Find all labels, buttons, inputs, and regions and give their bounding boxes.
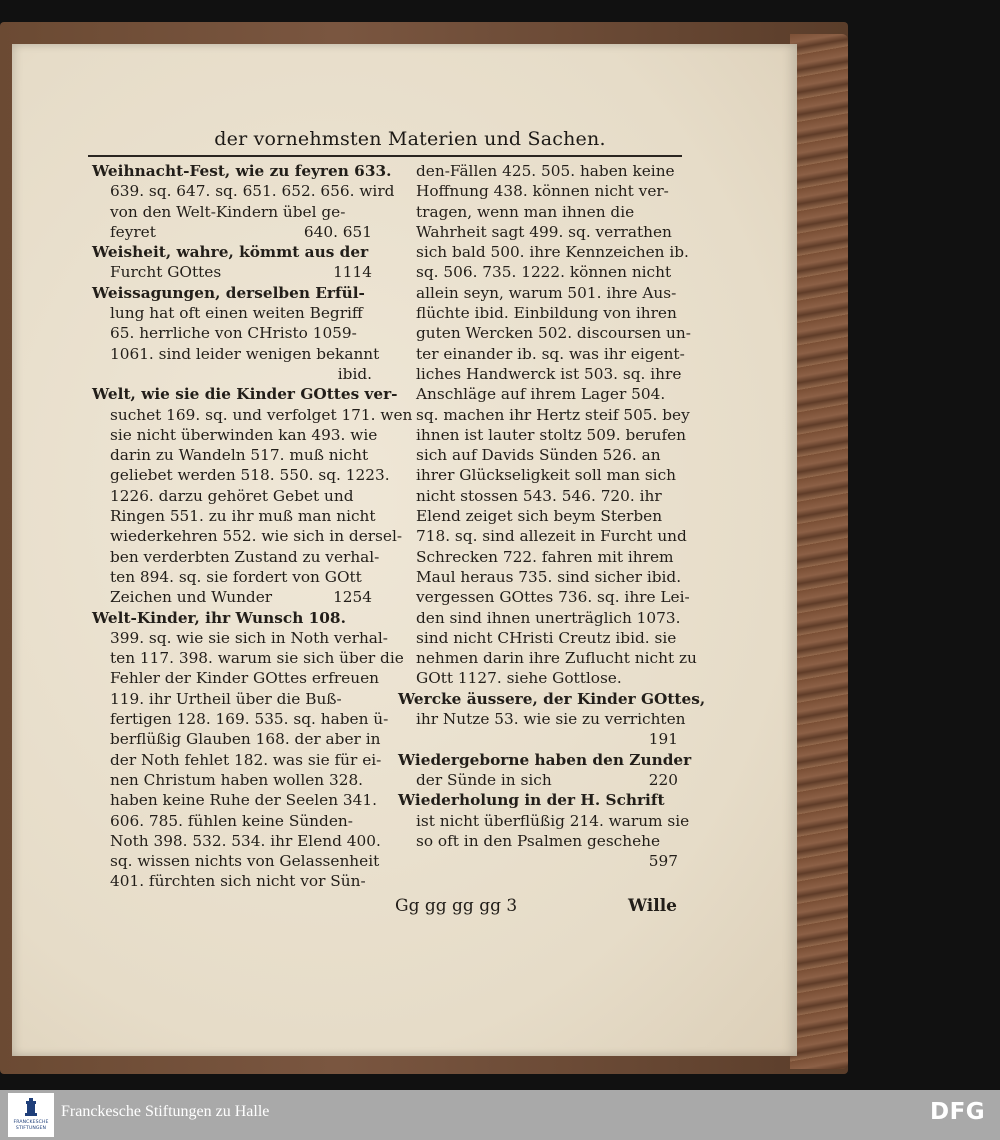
index-entry-line <box>398 202 678 222</box>
index-entry-line <box>92 465 390 485</box>
index-entry-line <box>398 283 678 303</box>
page-reference: 597 <box>648 852 678 871</box>
index-entry-line <box>398 242 689 262</box>
index-entry-head <box>398 790 678 810</box>
entry-text: Zeichen und Wunder <box>110 588 273 607</box>
entry-text: GOtt 1127. siehe Gottlose. <box>416 669 622 688</box>
institution-emblem-icon <box>25 1098 37 1116</box>
entry-text: 639. sq. 647. sq. 651. 652. 656. wird <box>110 182 395 201</box>
index-entry-line <box>92 323 372 343</box>
index-entry-head <box>92 608 372 628</box>
index-entry-line <box>92 729 381 749</box>
index-entry-line <box>398 587 690 607</box>
index-entry-line <box>92 790 377 810</box>
entry-text: so oft in den Psalmen geschehe <box>416 831 661 850</box>
entry-text: sich bald 500. ihre Kennzeichen ib. <box>416 243 689 262</box>
index-entry-line <box>92 668 379 688</box>
index-entry-line <box>92 871 372 891</box>
index-entry-line <box>92 506 376 526</box>
page-reference: ibid. <box>337 364 372 383</box>
entry-text: Schrecken 722. fahren mit ihrem <box>416 547 674 566</box>
entry-text: 399. sq. wie sie sich in Noth verhal- <box>110 628 388 647</box>
index-entry-line <box>398 405 690 425</box>
index-entry-line <box>92 344 380 364</box>
index-entry-line <box>92 222 372 242</box>
index-entry-line <box>92 567 372 587</box>
entry-text: Weissagungen, derselben Erfül- <box>92 283 365 302</box>
index-column-right <box>398 161 706 871</box>
index-entry-line <box>92 405 413 425</box>
index-entry-line <box>92 486 372 506</box>
entry-text: sq. machen ihr Hertz steif 505. bey <box>416 405 690 424</box>
entry-text: vergessen GOttes 736. sq. ihre Lei- <box>416 588 690 607</box>
index-entry-line <box>92 587 372 607</box>
index-entry-head <box>92 161 392 181</box>
index-entry-head <box>398 750 692 770</box>
entry-text: liches Handwerck ist 503. sq. ihre <box>416 364 682 383</box>
index-entry-line <box>398 547 678 567</box>
entry-text: der Noth fehlet 182. was sie für ei- <box>110 750 382 769</box>
index-entry-line <box>398 567 682 587</box>
entry-text: von den Welt-Kindern übel ge- <box>110 202 346 221</box>
entry-text: Welt-Kinder, ihr Wunsch 108. <box>92 608 346 627</box>
entry-text: sie nicht überwinden kan 493. wie <box>110 425 378 444</box>
entry-text: flüchte ibid. Einbildung von ihren <box>416 304 677 323</box>
index-entry-line <box>92 262 372 282</box>
dfg-logo[interactable]: DFG <box>930 1099 986 1125</box>
entry-text: suchet 169. sq. und verfolget 171. wen <box>110 405 413 424</box>
entry-text: nehmen darin ihre Zuflucht nicht zu <box>416 649 697 668</box>
logo-text: FRANCKESCHE STIFTUNGEN <box>13 1120 49 1131</box>
entry-text: Wiedergeborne haben den Zunder <box>398 750 692 769</box>
index-entry-line <box>398 222 678 242</box>
viewer-footer-bar <box>0 1090 1000 1140</box>
entry-text: ist nicht überflüßig 214. warum sie <box>416 811 690 830</box>
index-entry-line <box>398 506 678 526</box>
entry-text: Weisheit, wahre, kömmt aus der <box>92 243 369 262</box>
index-entry-line <box>398 384 678 404</box>
entry-text: den sind ihnen unerträglich 1073. <box>416 608 681 627</box>
entry-text: der Sünde in sich <box>416 770 552 789</box>
index-entry-line <box>92 689 372 709</box>
entry-text: 1061. sind leider wenigen bekannt <box>110 344 380 363</box>
index-entry-line <box>398 486 678 506</box>
index-entry-line <box>398 161 678 181</box>
index-entry-line <box>398 770 678 790</box>
page-reference: 220 <box>648 770 678 789</box>
entry-text: sq. wissen nichts von Gelassenheit <box>110 852 380 871</box>
index-entry-line <box>398 445 678 465</box>
entry-text: 718. sq. sind allezeit in Furcht und <box>416 527 687 546</box>
franckesche-logo[interactable] <box>8 1093 54 1137</box>
index-entry-line <box>92 648 404 668</box>
index-entry-line <box>398 425 687 445</box>
entry-text: Maul heraus 735. sind sicher ibid. <box>416 567 682 586</box>
entry-text: ihrer Glückseligkeit soll man sich <box>416 466 676 485</box>
entry-text: ten 117. 398. warum sie sich über die <box>110 649 404 668</box>
index-entry-line <box>398 831 678 851</box>
index-entry-head <box>398 689 706 709</box>
entry-text: ten 894. sq. sie fordert von GOtt <box>110 567 362 586</box>
entry-text: lung hat oft einen weiten Begriff <box>110 304 363 323</box>
entry-text: den-Fällen 425. 505. haben keine <box>416 162 675 180</box>
index-entry-line <box>398 811 690 831</box>
index-entry-line <box>92 851 380 871</box>
entry-text: Elend zeiget sich beym Sterben <box>416 507 663 526</box>
entry-text: ter einander ib. sq. was ihr eigent- <box>416 344 685 363</box>
entry-text: Ringen 551. zu ihr muß man nicht <box>110 507 376 526</box>
entry-text: 1226. darzu gehöret Gebet und <box>110 486 354 505</box>
index-entry-line <box>398 648 697 668</box>
index-entry-line <box>92 526 403 546</box>
entry-text: tragen, wenn man ihnen die <box>416 202 635 221</box>
header-rule <box>88 155 682 157</box>
entry-text: haben keine Ruhe der Seelen 341. <box>110 791 377 810</box>
entry-text: darin zu Wandeln 517. muß nicht <box>110 446 369 465</box>
index-entry-line <box>398 364 682 384</box>
index-entry-line <box>398 608 681 628</box>
index-entry-line <box>92 831 381 851</box>
entry-text: sind nicht CHristi Creutz ibid. sie <box>416 628 677 647</box>
index-entry-line <box>398 851 678 871</box>
entry-text: sich auf Davids Sünden 526. an <box>416 446 661 465</box>
index-column-left <box>92 161 413 892</box>
entry-text: ihnen ist lauter stoltz 509. berufen <box>416 425 687 444</box>
page-reference: 640. 651 <box>303 222 372 241</box>
entry-text: nen Christum haben wollen 328. <box>110 770 364 789</box>
entry-text: geliebet werden 518. 550. sq. 1223. <box>110 466 390 485</box>
entry-text: 401. fürchten sich nicht vor Sün- <box>110 872 366 891</box>
entry-text: Weihnacht-Fest, wie zu feyren 633. <box>92 162 392 180</box>
entry-text: Hoffnung 438. können nicht ver- <box>416 182 669 201</box>
index-entry-line <box>398 526 687 546</box>
index-entry-line <box>92 811 372 831</box>
entry-text: fertigen 128. 169. 535. sq. haben ü- <box>110 710 389 729</box>
entry-text: Wiederholung in der H. Schrift <box>398 791 665 810</box>
entry-text: nicht stossen 543. 546. 720. ihr <box>416 486 662 505</box>
entry-text: feyret <box>110 222 156 241</box>
entry-text: 119. ihr Urtheil über die Buß- <box>110 689 342 708</box>
index-entry-head <box>92 283 372 303</box>
index-entry-line <box>398 668 678 688</box>
entry-text: 65. herrliche von CHristo 1059- <box>110 324 357 343</box>
page-reference: 191 <box>648 730 678 749</box>
entry-text: Welt, wie sie die Kinder GOttes ver- <box>92 385 398 404</box>
index-entry-line <box>398 344 685 364</box>
page-reference: 1254 <box>333 588 372 607</box>
index-entry-line <box>398 181 678 201</box>
index-entry-line <box>92 181 395 201</box>
page-reference: 1114 <box>333 263 372 282</box>
entry-text: Furcht GOttes <box>110 263 222 282</box>
entry-text: ihr Nutze 53. wie sie zu verrichten <box>416 710 686 729</box>
index-entry-line <box>398 465 678 485</box>
entry-text: wiederkehren 552. wie sich in dersel- <box>110 527 403 546</box>
entry-text: berflüßig Glauben 168. der aber in <box>110 730 381 749</box>
index-entry-line <box>398 628 678 648</box>
signature-mark: Gg gg gg gg 3 <box>395 896 518 916</box>
index-entry-line <box>92 628 388 648</box>
entry-text: 606. 785. fühlen keine Sünden- <box>110 811 353 830</box>
index-entry-head <box>92 242 372 262</box>
entry-text: Wahrheit sagt 499. sq. verrathen <box>416 222 672 241</box>
index-entry-line <box>92 547 380 567</box>
index-entry-line <box>398 303 678 323</box>
index-entry-line <box>92 303 372 323</box>
catchword: Wille <box>628 896 677 916</box>
index-entry-line <box>92 425 378 445</box>
book-cover-edge <box>790 34 848 1069</box>
entry-text: allein seyn, warum 501. ihre Aus- <box>416 283 677 302</box>
index-entry-line <box>92 364 372 384</box>
index-entry-line <box>92 202 372 222</box>
index-entry-head <box>92 384 398 404</box>
index-entry-line <box>398 323 691 343</box>
entry-text: ben verderbten Zustand zu verhal- <box>110 547 380 566</box>
entry-text: sq. 506. 735. 1222. können nicht <box>416 263 672 282</box>
index-entry-line <box>92 445 372 465</box>
index-entry-line <box>398 262 678 282</box>
index-entry-line <box>92 709 389 729</box>
running-head: der vornehmsten Materien und Sachen. <box>214 128 606 150</box>
index-entry-line <box>398 709 686 729</box>
entry-text: Noth 398. 532. 534. ihr Elend 400. <box>110 831 381 850</box>
entry-text: Anschläge auf ihrem Lager 504. <box>416 385 666 404</box>
index-entry-line <box>398 729 678 749</box>
footer-title[interactable]: Franckesche Stiftungen zu Halle <box>61 1103 270 1120</box>
entry-text: Fehler der Kinder GOttes erfreuen <box>110 669 379 688</box>
entry-text: Wercke äussere, der Kinder GOttes, <box>398 689 706 708</box>
index-entry-line <box>92 770 372 790</box>
index-entry-line <box>92 750 382 770</box>
entry-text: guten Wercken 502. discoursen un- <box>416 324 691 343</box>
